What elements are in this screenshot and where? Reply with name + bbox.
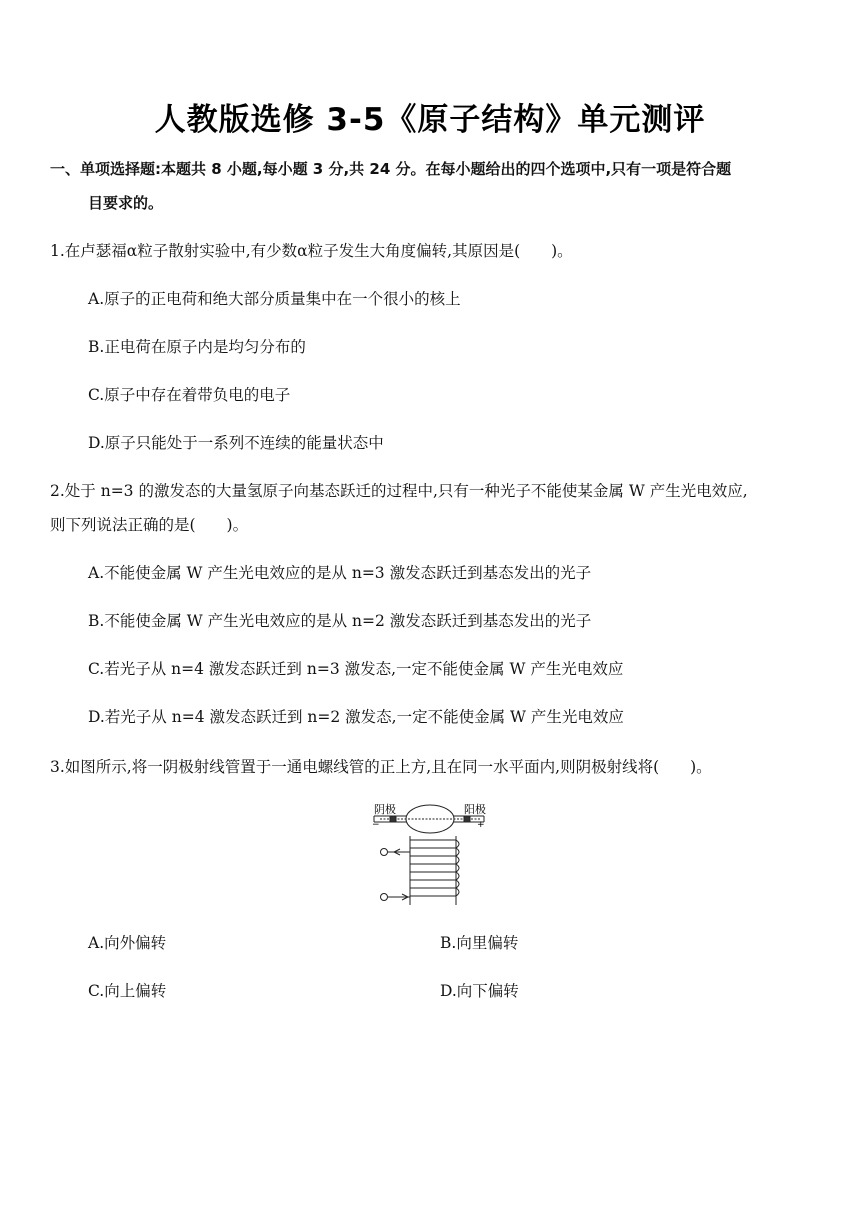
question-2-option-d: D.若光子从 n=4 激发态跃迁到 n=2 激发态,一定不能使金属 W 产生光电效应 — [88, 708, 624, 726]
question-3-option-a: A.向外偏转 — [88, 934, 167, 952]
page-title: 人教版选修 3-5《原子结构》单元测评 — [154, 102, 706, 138]
question-1-option-b: B.正电荷在原子内是均匀分布的 — [88, 338, 306, 356]
question-2-stem-line2: 则下列说法正确的是( )。 — [50, 516, 249, 534]
question-1-stem: 1.在卢瑟福α粒子散射实验中,有少数α粒子发生大角度偏转,其原因是( )。 — [50, 242, 573, 260]
section-header-line1: 一、单项选择题:本题共 8 小题,每小题 3 分,共 24 分。在每小题给出的四个选项中,只有一项是符合题 — [50, 160, 732, 178]
question-2-option-b: B.不能使金属 W 产生光电效应的是从 n=2 激发态跃迁到基态发出的光子 — [88, 612, 592, 630]
question-3-stem: 3.如图所示,将一阴极射线管置于一通电螺线管的正上方,且在同一水平面内,则阴极射线将( )。 — [50, 758, 712, 776]
question-3-option-d: D.向下偏转 — [440, 982, 519, 1000]
question-1-option-a: A.原子的正电荷和绝大部分质量集中在一个很小的核上 — [88, 290, 461, 308]
question-2-stem-line1: 2.处于 n=3 的激发态的大量氢原子向基态跃迁的过程中,只有一种光子不能使某金属 W 产生光电效应, — [50, 482, 748, 500]
minus-sign: − — [372, 820, 380, 830]
cathode-label: 阴极 — [374, 803, 396, 816]
question-3-option-c: C.向上偏转 — [88, 982, 167, 1000]
anode-label: 阳极 — [464, 803, 486, 816]
section-header-line2: 目要求的。 — [88, 194, 164, 212]
question-3-option-b: B.向里偏转 — [440, 934, 519, 952]
solenoid — [381, 836, 460, 905]
plus-sign: + — [477, 820, 485, 830]
question-1-option-c: C.原子中存在着带负电的电子 — [88, 386, 291, 404]
cathode-ray-solenoid-figure — [360, 800, 490, 910]
question-1-option-d: D.原子只能处于一系列不连续的能量状态中 — [88, 434, 384, 452]
question-2-option-c: C.若光子从 n=4 激发态跃迁到 n=3 激发态,一定不能使金属 W 产生光电效应 — [88, 660, 624, 678]
question-2-option-a: A.不能使金属 W 产生光电效应的是从 n=3 激发态跃迁到基态发出的光子 — [88, 564, 592, 582]
